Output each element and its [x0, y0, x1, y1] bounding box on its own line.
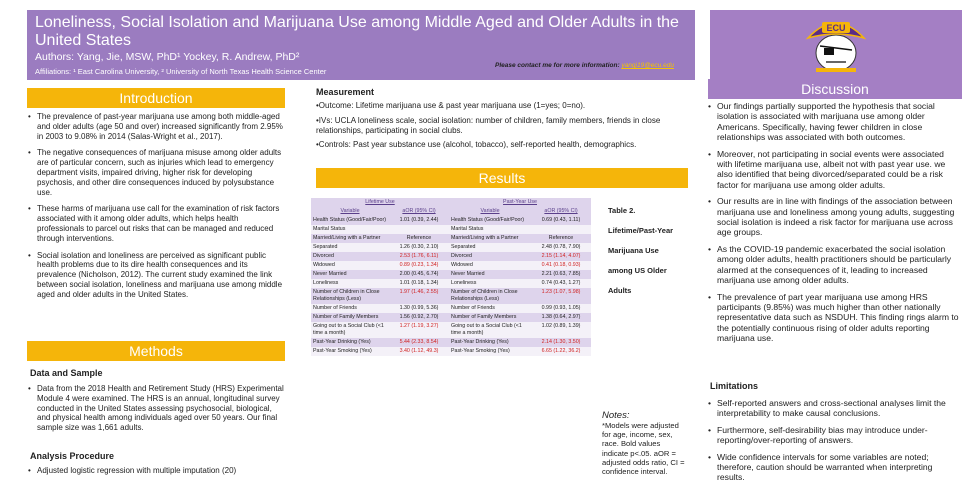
row-variable-lifetime: Divorced — [311, 252, 389, 261]
row-variable-lifetime: Past-Year Drinking (Yes) — [311, 338, 389, 347]
discussion-bullet: • Moreover, not participating in social events were associated with lifetime marijuana use, albeit not with past year use. we also identified that being divorced/separated could be a risk factor for marijuana use among older adults. — [708, 149, 960, 191]
row-aor-pastyear: 1.38 (0.64, 2.97) — [531, 313, 591, 322]
measurement-ivs: •IVs: UCLA loneliness scale, social isolation: number of children, family members, friends in close relationships, participating in social clubs. — [316, 115, 661, 135]
row-variable-pastyear: Number of Family Members — [449, 313, 531, 322]
limitations-list — [708, 398, 960, 490]
row-aor-pastyear — [531, 225, 591, 234]
row-aor-lifetime: 1.01 (0.39, 2.44) — [389, 216, 449, 225]
row-aor-pastyear: 0.99 (0.93, 1.05) — [531, 304, 591, 313]
measurement-controls: •Controls: Past year substance use (alcohol, tobacco), self-reported health, demographics. — [316, 140, 637, 150]
row-aor-lifetime: 1.27 (1.19, 3.27) — [389, 322, 449, 338]
row-aor-pastyear: 0.41 (0.18, 0.93) — [531, 261, 591, 270]
intro-bullet: • The prevalence of past-year marijuana use among both middle-aged and older adults (age 50 and over) increased significantly from 2.95% in 2003 to 9.08% in 2014 (Salas-Wright et al., 2017). — [28, 112, 286, 141]
row-variable-pastyear: Never Married — [449, 270, 531, 279]
row-aor-pastyear: 2.14 (1.30, 3.50) — [531, 338, 591, 347]
row-variable-lifetime: Going out to a Social Club (<1 time a month) — [311, 322, 389, 338]
row-variable-pastyear: Marital Status — [449, 225, 531, 234]
row-variable-lifetime: Never Married — [311, 270, 389, 279]
data-sample-heading: Data and Sample — [30, 368, 103, 378]
table-row — [311, 252, 591, 261]
measurement-body — [316, 101, 686, 150]
row-aor-pastyear: 1.23 (1.07, 5.98) — [531, 288, 591, 304]
row-aor-lifetime: 3.40 (1.12, 49.3) — [389, 347, 449, 356]
contact-label: Please contact me for more information: — [495, 62, 620, 69]
row-aor-lifetime: 0.89 (0.23, 1.34) — [389, 261, 449, 270]
data-sample-list — [28, 384, 286, 440]
lifetime-use-header: Lifetime Use — [311, 198, 449, 207]
row-aor-pastyear: 6.65 (1.22, 36.2) — [531, 347, 591, 356]
affiliations: Affiliations: ¹ East Carolina University, ² University of North Texas Health Science Center — [35, 67, 327, 76]
column-header-row — [311, 207, 591, 216]
row-variable-pastyear: Past-Year Drinking (Yes) — [449, 338, 531, 347]
row-variable-lifetime: Health Status (Good/Fair/Poor) — [311, 216, 389, 225]
row-variable-lifetime: Number of Family Members — [311, 313, 389, 322]
introduction-heading: Introduction — [27, 88, 285, 108]
logo-text: ECU — [826, 23, 846, 33]
poster-header — [27, 10, 695, 80]
limitations-heading: Limitations — [710, 381, 759, 391]
table-row — [311, 304, 591, 313]
notes-block — [602, 410, 688, 476]
row-aor-lifetime: 1.26 (0.30, 2.10) — [389, 243, 449, 252]
row-variable-pastyear: Widowed — [449, 261, 531, 270]
analysis-list — [28, 466, 286, 483]
row-variable-lifetime: Separated — [311, 243, 389, 252]
discussion-heading: Discussion — [708, 79, 962, 99]
pirate-logo — [710, 10, 962, 80]
intro-bullet: • The negative consequences of marijuana misuse among older adults are of particular concern, such as injuries which lead to emergency department visits, impaired driving, higher risk for developing psychosis, and other dire consequences induced by polysubstance use. — [28, 148, 286, 197]
row-aor-pastyear: 2.21 (0.63, 7.85) — [531, 270, 591, 279]
limitation-bullet: • Furthermore, self-desirability bias may introduce under-reporting/over-reporting of answers. — [708, 425, 960, 446]
row-variable-lifetime: Loneliness — [311, 279, 389, 288]
notes-heading: Notes: — [602, 410, 630, 421]
row-aor-lifetime: Reference — [389, 234, 449, 243]
col-variable-2: Variable — [449, 207, 531, 216]
intro-bullet: • Social isolation and loneliness are perceived as significant public health problems due to its dire health consequences and its prevalence (Nicholson, 2012). The current study examined the link between social isolation, loneliness and marijuana use among middle aged and older adults in the United States. — [28, 251, 286, 300]
row-variable-pastyear: Loneliness — [449, 279, 531, 288]
past-year-use-header: Past-Year Use — [449, 198, 591, 207]
analysis-heading: Analysis Procedure — [30, 451, 115, 461]
discussion-bullet: • The prevalence of part year marijuana use among HRS participants (9.85%) was much higher than other nationally representative data such as NSDUH. This finding rings alarm to the potentially continuous rising of older adults reporting marijuana use. — [708, 292, 960, 344]
contact-email-link[interactable]: yangj19@ecu.edu — [621, 62, 674, 69]
row-aor-pastyear: 2.15 (1.14, 4.07) — [531, 252, 591, 261]
row-variable-lifetime: Marital Status — [311, 225, 389, 234]
col-aor-1: aOR (95% CI) — [389, 207, 449, 216]
row-variable-lifetime: Past-Year Smoking (Yes) — [311, 347, 389, 356]
discussion-bullet: • As the COVID-19 pandemic exacerbated the social isolation among older adults, health practitioners should be particularly alarmed at the consequences of it, leading to increased marijuana use among older adults. — [708, 244, 960, 286]
results-heading: Results — [316, 168, 688, 188]
limitation-bullet: • Wide confidence intervals for some variables are noted; therefore, caution should be warranted when interpreting results. — [708, 452, 960, 483]
table-row — [311, 322, 591, 338]
methods-heading: Methods — [27, 341, 285, 361]
analysis-bullet: • Adjusted logistic regression with multiple imputation (20) — [28, 466, 286, 476]
discussion-bullet: • Our results are in line with findings of the association between marijuana use and loneliness among young adults, suggesting social isolation is indeed a risk factor for marijuana use across age groups. — [708, 196, 960, 238]
measurement-heading: Measurement — [316, 87, 375, 97]
row-variable-lifetime: Married/Living with a Partner — [311, 234, 389, 243]
table-title: Table 2. Lifetime/Past-Year Marijuana Use among US Older Adults — [608, 206, 674, 295]
row-variable-lifetime: Widowed — [311, 261, 389, 270]
table-row — [311, 225, 591, 234]
authors: Authors: Yang, Jie, MSW, PhD¹ Yockey, R. Andrew, PhD² — [35, 51, 300, 63]
row-aor-lifetime: 1.56 (0.92, 2.70) — [389, 313, 449, 322]
logo-panel — [710, 10, 962, 80]
table-row — [311, 270, 591, 279]
row-aor-lifetime: 1.30 (0.99, 5.36) — [389, 304, 449, 313]
row-aor-lifetime: 2.00 (0.45, 6.74) — [389, 270, 449, 279]
discussion-list — [708, 101, 960, 350]
table-row — [311, 347, 591, 356]
row-variable-pastyear: Number of Children in Close Relationships (Less) — [449, 288, 531, 304]
intro-bullet: • These harms of marijuana use call for the examination of risk factors associated with it among older adults, which helps health professionals to parcel out risks that can be managed and reduced through interventions. — [28, 204, 286, 243]
row-variable-pastyear: Past-Year Smoking (Yes) — [449, 347, 531, 356]
table-row — [311, 338, 591, 347]
introduction-list — [28, 112, 286, 307]
row-aor-pastyear: 0.74 (0.43, 1.27) — [531, 279, 591, 288]
row-aor-pastyear: 1.02 (0.89, 1.39) — [531, 322, 591, 338]
notes-text: *Models were adjusted for age, income, sex, race. Bold values indicate p<.05. aOR = adjusted odds ratio, CI = confidence interval. — [602, 421, 685, 477]
row-aor-lifetime: 2.53 (1.76, 6.11) — [389, 252, 449, 261]
discussion-bullet: • Our findings partially supported the hypothesis that social isolation is associated with marijuana use among older Americans. Specifically, having fewer children in close relationships was associated with both outcomes. — [708, 101, 960, 143]
row-variable-pastyear: Going out to a Social Club (<1 time a month) — [449, 322, 531, 338]
row-aor-pastyear: Reference — [531, 234, 591, 243]
col-aor-2: aOR (95% CI) — [531, 207, 591, 216]
row-variable-pastyear: Divorced — [449, 252, 531, 261]
table-row — [311, 313, 591, 322]
poster-title: Loneliness, Social Isolation and Marijuana Use among Middle Aged and Older Adults in the United States — [35, 14, 679, 49]
row-aor-lifetime — [389, 225, 449, 234]
table-row — [311, 243, 591, 252]
row-variable-lifetime: Number of Friends — [311, 304, 389, 313]
table-row — [311, 216, 591, 225]
row-aor-pastyear: 0.69 (0.43, 1.11) — [531, 216, 591, 225]
results-table — [311, 198, 591, 356]
col-variable-1: Variable — [311, 207, 389, 216]
measurement-outcome: •Outcome: Lifetime marijuana use & past year marijuana use (1=yes; 0=no). — [316, 101, 586, 110]
row-aor-pastyear: 2.48 (0.78, 7.90) — [531, 243, 591, 252]
data-bullet: • Data from the 2018 Health and Retirement Study (HRS) Experimental Module 4 were examined. The HRS is an annual, longitudinal survey conducted in the United States assessing psychosocial, biological, and physical health among individuals aged over 50 years. Our final sample size was 1,661 adults. — [28, 384, 286, 433]
table-row — [311, 279, 591, 288]
row-aor-lifetime: 5.44 (2.33, 8.54) — [389, 338, 449, 347]
table-row — [311, 288, 591, 304]
row-variable-pastyear: Married/Living with a Partner — [449, 234, 531, 243]
group-header-row — [311, 198, 591, 207]
row-variable-lifetime: Number of Children in Close Relationships (Less) — [311, 288, 389, 304]
row-variable-pastyear: Number of Friends — [449, 304, 531, 313]
row-variable-pastyear: Health Status (Good/Fair/Poor) — [449, 216, 531, 225]
contact-line — [495, 62, 674, 69]
row-variable-pastyear: Separated — [449, 243, 531, 252]
row-aor-lifetime: 1.01 (0.18, 1.34) — [389, 279, 449, 288]
table-row — [311, 234, 591, 243]
row-aor-lifetime: 1.97 (1.46, 2.55) — [389, 288, 449, 304]
limitation-bullet: • Self-reported answers and cross-sectional analyses limit the interpretability to make causal conclusions. — [708, 398, 960, 419]
table-row — [311, 261, 591, 270]
